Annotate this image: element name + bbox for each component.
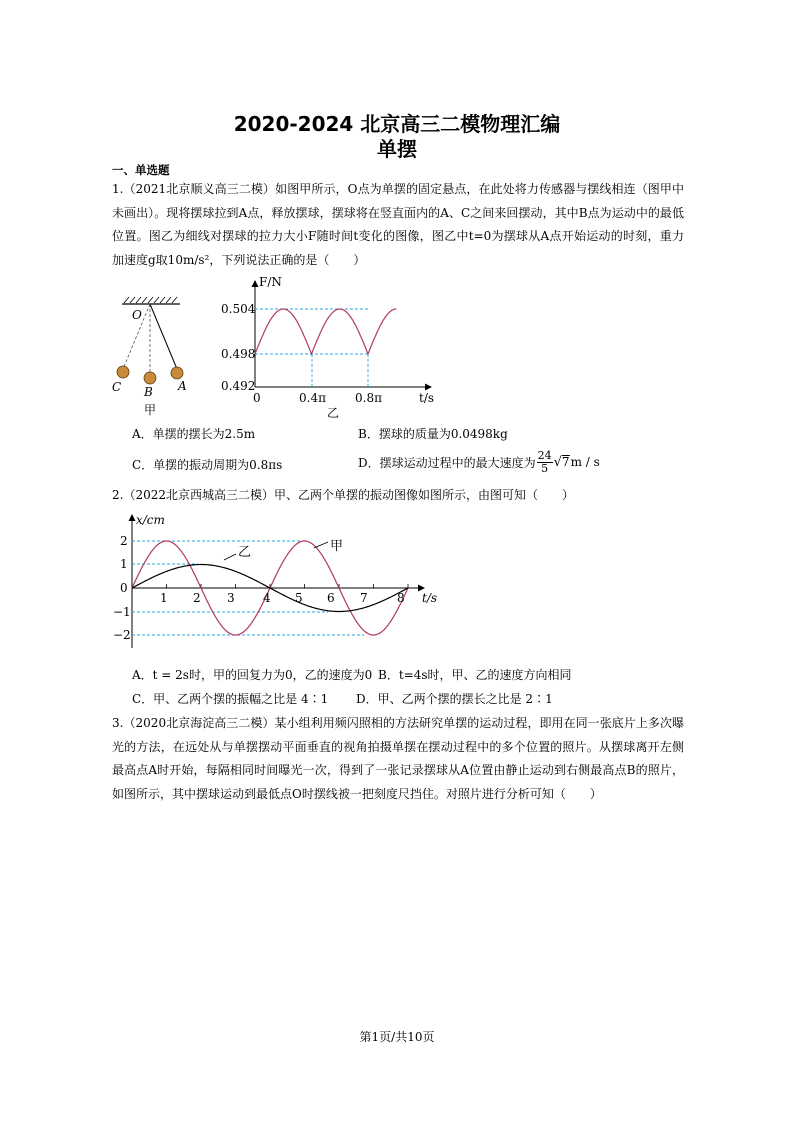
label-C: C [112,380,122,394]
force-curve [255,309,396,354]
xtick-08pi: 0.8π [355,391,382,405]
ytick-0498: 0.498 [221,347,256,361]
sqrt-icon: √ [553,454,562,470]
page-title: 2020-2024 北京高三二模物理汇编 [233,112,561,136]
ytick-2: 2 [120,534,128,548]
label-yi: 乙 [238,545,252,560]
label-B: B [144,385,153,399]
q2-option-c[interactable]: C．甲、乙两个摆的振幅之比是 4∶1 [132,692,329,706]
q1-option-b[interactable]: B．摆球的质量为0.0498kg [358,427,508,441]
ball-C [117,366,129,378]
xtick-2: 2 [193,591,201,605]
xtick-7: 7 [360,591,368,605]
pendulum-figure [108,292,198,417]
ytick-0: 0 [120,581,128,595]
ceiling-hatch [122,297,180,304]
displacement-time-graph [108,510,453,652]
y-axis-label: F/N [259,275,282,289]
page-subtitle: 单摆 [377,137,417,161]
ball-B [144,372,156,384]
q1-option-d[interactable] [358,447,600,477]
ball-A [171,367,183,379]
q1-option-d-prefix: D．摆球运动过程中的最大速度为 [358,455,536,470]
question-3-text: 3.（2020北京海淀高三二模）某小组利用频闪照相的方法研究单摆的运动过程，即用在同一张底片上多次曝光的方法，在远处从与单摆摆动平面垂直的视角拍摄单摆在摆动过程中的多个位置的照片。从摆球离开左侧最高点A时开始，每隔相同时间曝光一次，得到了一张记录摆球从A位置由静止运动到右侧最高点B的照片，如图所示，其中摆球运动到最低点O时摆线被一把刻度尺挡住。对照片进行分析可知（ ） [112,716,684,801]
xtick-1: 1 [160,591,168,605]
q2-option-a[interactable]: A．t = 2s时，甲的回复力为0，乙的速度为0 [132,668,373,682]
question-1-text: 1.（2021北京顺义高三二模）如图甲所示，O点为单摆的固定悬点，在此处将力传感器与摆线相连（图甲中未画出）。现将摆球拉到A点，释放摆球，摆球将在竖直面内的A、C之间来回摆动，其中B点为运动中的最低位置。图乙为细线对摆球的拉力大小F随时间t变化的图像，图乙中t=0为摆球从A点开始运动的时刻，重力加速度g取10m/s²，下列说法正确的是（ ） [112,182,684,267]
ytick-neg1: −1 [113,605,131,619]
q1-option-c[interactable]: C．单摆的振动周期为0.8πs [132,458,283,472]
fraction-numerator: 24 [537,448,552,462]
leader-jia [314,542,328,548]
figure-caption-yi: 乙 [327,406,340,420]
origin-label: 0 [253,391,261,405]
x-tick-marks [167,584,409,588]
xtick-8: 8 [397,591,405,605]
label-O: O [132,308,142,322]
xtick-04pi: 0.4π [299,391,326,405]
q2-option-b[interactable]: B．t=4s时，甲、乙的速度方向相同 [378,668,572,682]
xtick-5: 5 [295,591,303,605]
figure-caption-jia: 甲 [144,403,157,417]
label-jia: 甲 [330,539,344,554]
y-axis-label: x/cm [136,513,165,527]
xtick-3: 3 [227,591,235,605]
section-heading: 一、单选题 [112,163,170,177]
x-axis-label: t/s [422,591,438,605]
q1-option-d-unit: m / s [570,455,600,469]
leader-yi [224,554,236,560]
xtick-4: 4 [263,591,271,605]
force-time-graph [215,272,440,420]
ytick-neg2: −2 [113,628,131,642]
ytick-0504: 0.504 [221,302,256,316]
x-axis-label: t/s [419,391,435,405]
string-A [150,304,177,369]
ytick-0492: 0.492 [221,379,256,393]
page-footer: 第1页/共10页 [359,1030,435,1044]
q1-option-d-fraction [537,450,553,475]
ytick-1: 1 [120,557,128,571]
q1-option-a[interactable]: A．单摆的摆长为2.5m [132,427,256,441]
fraction-denominator: 5 [541,461,549,475]
question-2-text: 2.（2022北京西城高三二模）甲、乙两个单摆的振动图像如图所示，由图可知（ ） [112,488,574,502]
label-A: A [178,379,187,393]
q2-option-d[interactable]: D．甲、乙两个摆的摆长之比是 2∶1 [356,692,553,706]
xtick-6: 6 [327,591,335,605]
sqrt-radicand: 7 [561,455,570,469]
